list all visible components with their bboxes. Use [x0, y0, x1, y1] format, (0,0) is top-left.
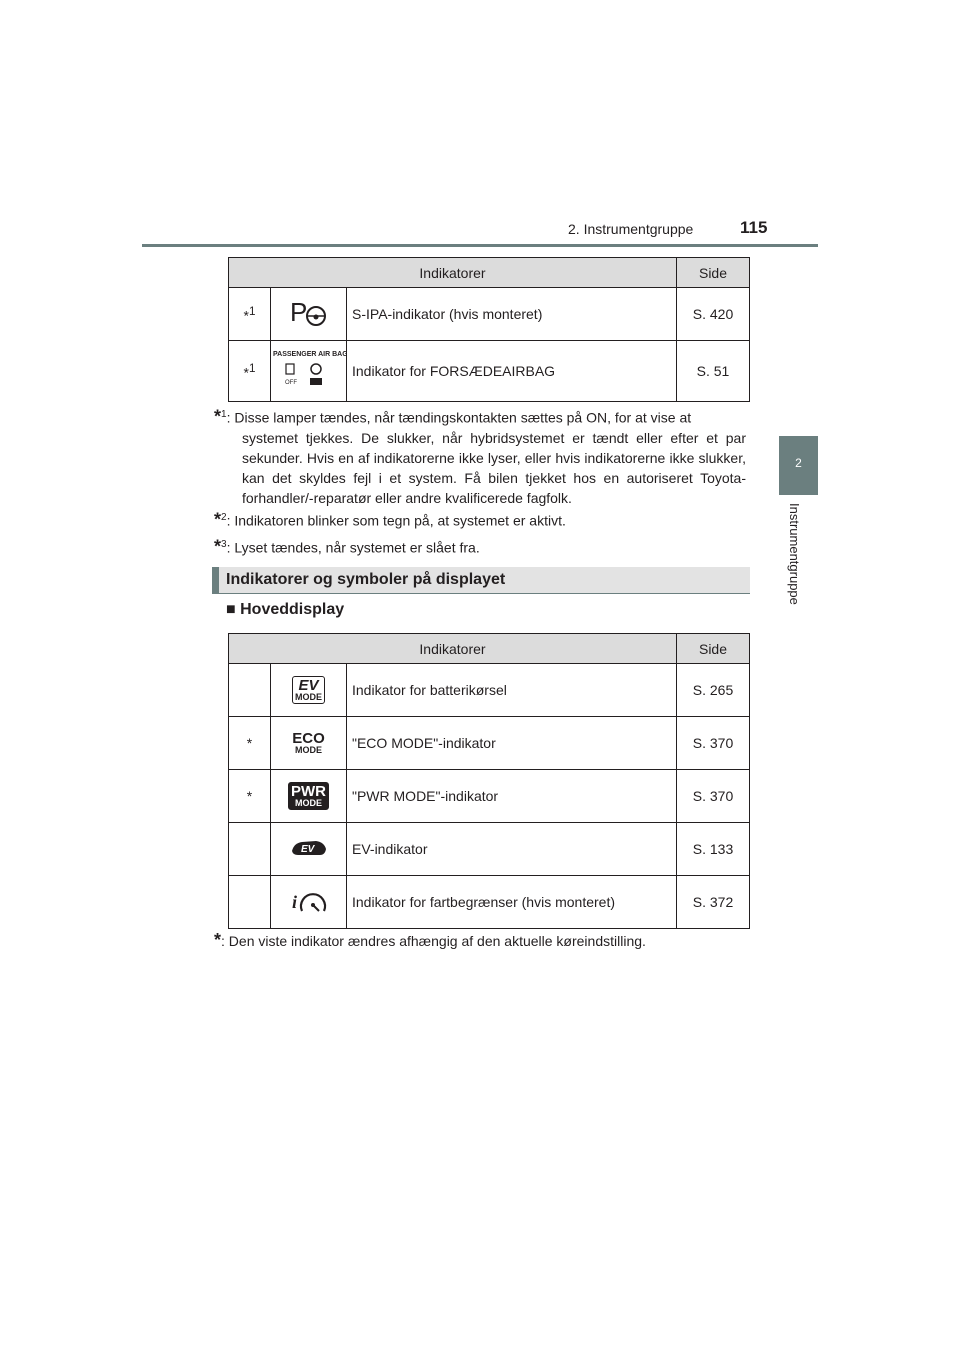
chapter-title: 2. Instrumentgruppe: [568, 221, 694, 237]
svg-text:OFF: OFF: [284, 379, 297, 386]
table-row: [229, 717, 750, 770]
footnote-star: *: Den viste indikator ændres afhængig af den aktuelle køreindstilling.: [214, 930, 646, 950]
indicator-description: Indikator for fartbegrænser (hvis monteret): [347, 876, 677, 929]
svg-text:P: P: [289, 296, 307, 327]
column-header-page: Side: [677, 258, 750, 288]
chapter-tab[interactable]: 2: [779, 436, 818, 495]
footnote-mark: *$^1$: [229, 288, 271, 341]
section-heading: Indikatorer og symboler på displayet: [212, 567, 750, 594]
footnote-1: *$^1$: Disse lamper tændes, når tændingskontakten sættes på ON, for at vise at systemet tjekkes. De slukker, når hybridsystemet er tændt eller efter et par sekunder. Hvis en af indikatorerne ikke lyser, eller hvis indikatorerne ikke slukker, kan det skyldes fejl i et system. Få bilen tjekket hos en autoriseret Toyota-forhandler/-reparatør eller andre kvalificerede fagfolk.: [214, 406, 746, 506]
table-row: [229, 288, 750, 341]
indicator-description: "ECO MODE"-indikator: [347, 717, 677, 770]
s-ipa-indicator-icon: [271, 288, 347, 341]
column-header-indicator: Indikatorer: [229, 634, 677, 664]
table-row: [229, 664, 750, 717]
indicator-description: "PWR MODE"-indikator: [347, 770, 677, 823]
footnote-mark: *: [229, 770, 271, 823]
footnote-2-text: : Indikatoren blinker som tegn på, at systemet er aktivt.: [226, 512, 566, 529]
ev-indicator-icon: [271, 823, 347, 876]
pwr-mode-icon: PWR MODE: [271, 770, 347, 823]
indicator-table-2: [228, 633, 750, 929]
page-reference[interactable]: S. 420: [677, 288, 750, 341]
page-reference[interactable]: S. 370: [677, 717, 750, 770]
passenger-airbag-icon: [271, 341, 347, 402]
page-number: 115: [740, 218, 768, 237]
footnote-mark: [229, 823, 271, 876]
page-reference[interactable]: S. 370: [677, 770, 750, 823]
footnote-mark: *: [229, 717, 271, 770]
footnote-star-text: : Den viste indikator ændres afhængig af den aktuelle køreindstilling.: [221, 933, 646, 949]
footnote-mark: [229, 664, 271, 717]
page-reference[interactable]: S. 51: [677, 341, 750, 402]
footnote-mark: [229, 876, 271, 929]
svg-text:EV: EV: [300, 843, 314, 855]
column-header-indicator: Indikatorer: [229, 258, 677, 288]
footnote-2: *$^2$: Indikatoren blinker som tegn på, at systemet er aktivt.: [214, 509, 566, 530]
ev-mode-icon: EV MODE: [271, 664, 347, 717]
footnote-3: *$^3$: Lyset tændes, når systemet er slået fra.: [214, 536, 480, 557]
page-reference[interactable]: S. 133: [677, 823, 750, 876]
speed-limiter-icon: [271, 876, 347, 929]
indicator-table-1: [228, 257, 750, 402]
table-row: [229, 823, 750, 876]
indicator-description: Indikator for FORSÆDEAIRBAG: [347, 341, 677, 402]
indicator-description: EV-indikator: [347, 823, 677, 876]
chapter-tab-label: Instrumentgruppe: [787, 503, 802, 605]
column-header-page: Side: [677, 634, 750, 664]
page-reference[interactable]: S. 265: [677, 664, 750, 717]
table-row: [229, 341, 750, 402]
svg-text:i: i: [291, 891, 297, 912]
footnote-mark: *$^1$: [229, 341, 271, 402]
svg-text:PASSENGER AIR BAG: PASSENGER AIR BAG: [272, 350, 346, 358]
table-row: [229, 770, 750, 823]
indicator-description: Indikator for batterikørsel: [347, 664, 677, 717]
indicator-description: S-IPA-indikator (hvis monteret): [347, 288, 677, 341]
eco-mode-icon: ECO MODE: [271, 717, 347, 770]
footnote-1-text: : Disse lamper tændes, når tændingskontakten sættes på ON, for at vise at: [226, 409, 692, 426]
subheading: ■ Hoveddisplay: [226, 601, 345, 618]
table-row: [229, 876, 750, 929]
footnote-1-continuation: systemet tjekkes. De slukker, når hybridsystemet er tændt eller efter et par sekunder. Hvis en af indikatorerne ikke lyser, eller hvis indikatorerne ikke slukker, kan det skyldes fejl i et system. Få bilen tjekket hos en autoriseret Toyota-forhandler/-reparatør eller andre kvalificerede fagfolk.: [242, 429, 746, 506]
footnote-3-text: : Lyset tændes, når systemet er slået fra.: [226, 539, 480, 556]
page-reference[interactable]: S. 372: [677, 876, 750, 929]
header-rule: [142, 244, 818, 247]
